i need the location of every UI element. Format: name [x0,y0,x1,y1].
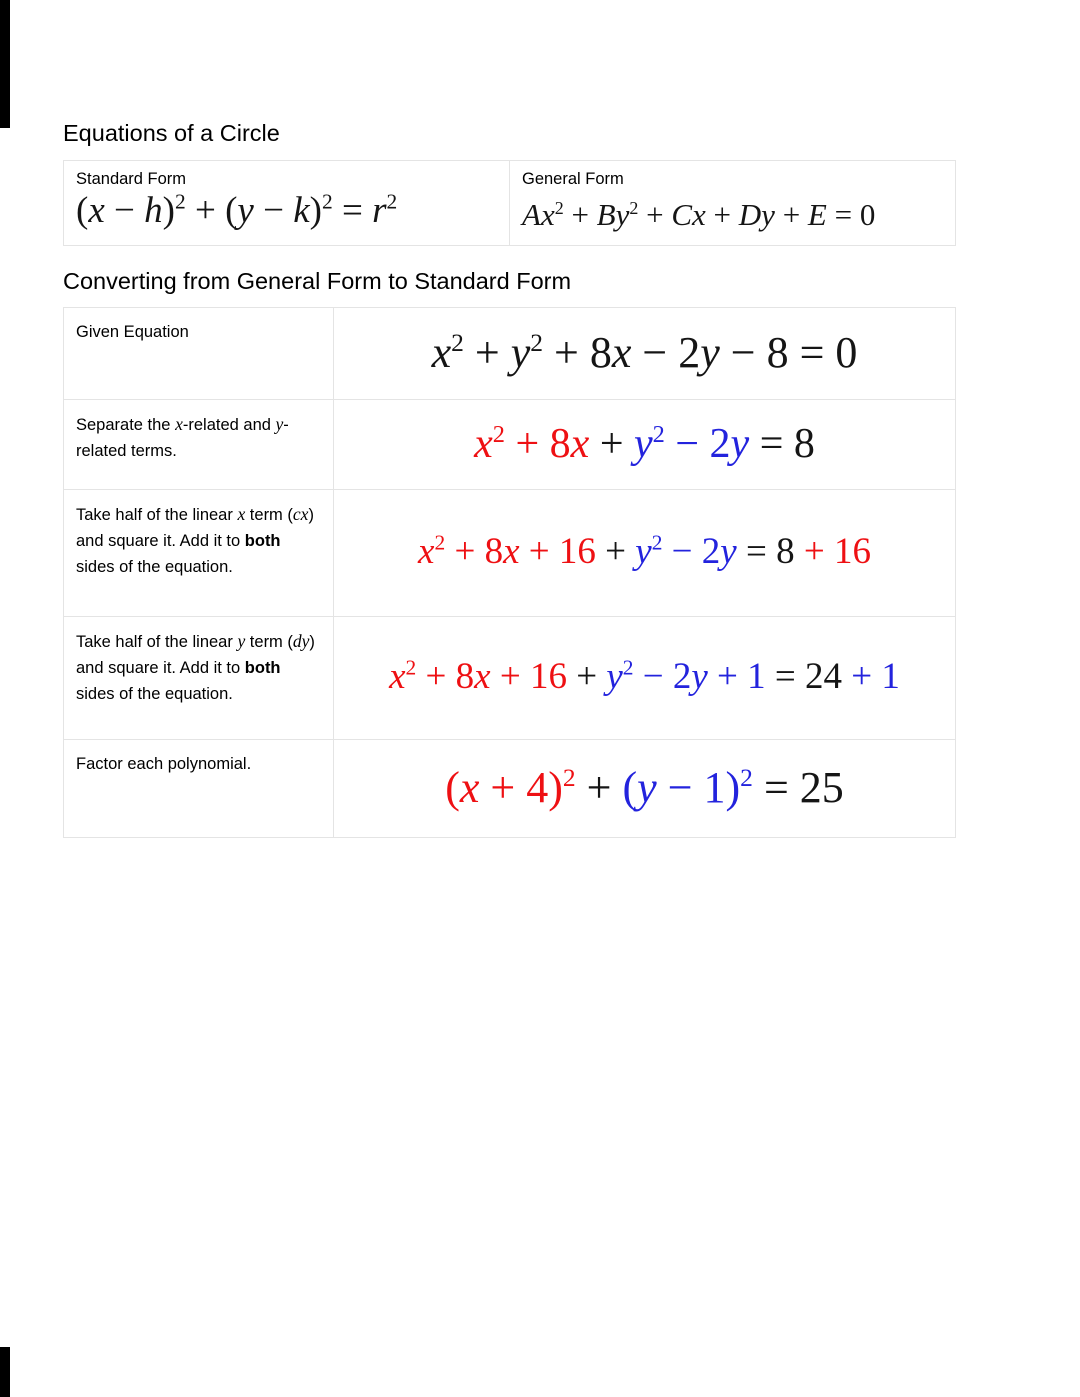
standard-form-equation: $(x - h)^2 + (y - k)^2 = r^2$ [76,189,398,231]
equation-cell-separated [334,399,956,489]
equation-complete-square-y: $x^2 + 8x + 16 + y^2 - 2y + 1 = 24 + 1$ [389,656,900,698]
equation-complete-square-x: $x^2 + 8x + 16 + y^2 - 2y = 8 + 16$ [418,531,871,573]
equation-cell-given [334,307,956,399]
step-label-given-equation: Given Equation [64,307,334,399]
equation-cell-complete-square-x [334,489,956,616]
equation-given: $x^2 + y^2 + 8x - 2y - 8 = 0$ [431,327,858,377]
step-label-complete-square-x: Take half of the linear x term (cx) and square it. Add it to both sides of the equation. [64,489,334,616]
document-content [63,120,956,838]
table-row [64,161,956,246]
table-row [64,489,956,616]
standard-form-label: Standard Form [76,170,187,188]
table-row [64,616,956,739]
equation-separated: $x^2 + 8x + y^2 - 2y = 8$ [474,420,815,467]
step-label-separate-terms: Separate the x-related and y-related terms. [64,399,334,489]
step-label-factor: Factor each polynomial. [64,739,334,837]
section-heading-equations-of-a-circle: Equations of a Circle [63,120,280,146]
general-form-cell [510,161,956,246]
section-heading-converting-to-standard-form: Converting from General Form to Standard Form [63,267,572,294]
step-label-complete-square-y: Take half of the linear y term (dy) and square it. Add it to both sides of the equation. [64,616,334,739]
table-row [64,307,956,399]
equation-cell-complete-square-y [334,616,956,739]
table-row [64,399,956,489]
standard-form-cell [64,161,510,246]
table-row [64,739,956,837]
general-form-equation: Ax$^2$ + By$^2$ + Cx + Dy + E = 0 [522,197,876,232]
equation-factored: $(x + 4)^2 + (y - 1)^2 = 25$ [445,762,844,812]
equation-cell-factored [334,739,956,837]
conversion-steps-table [63,307,956,838]
page-edge-artifact-top [0,0,10,128]
page-edge-artifact-bottom [0,1347,10,1397]
circle-forms-table [63,160,956,246]
general-form-label: General Form [522,170,624,188]
